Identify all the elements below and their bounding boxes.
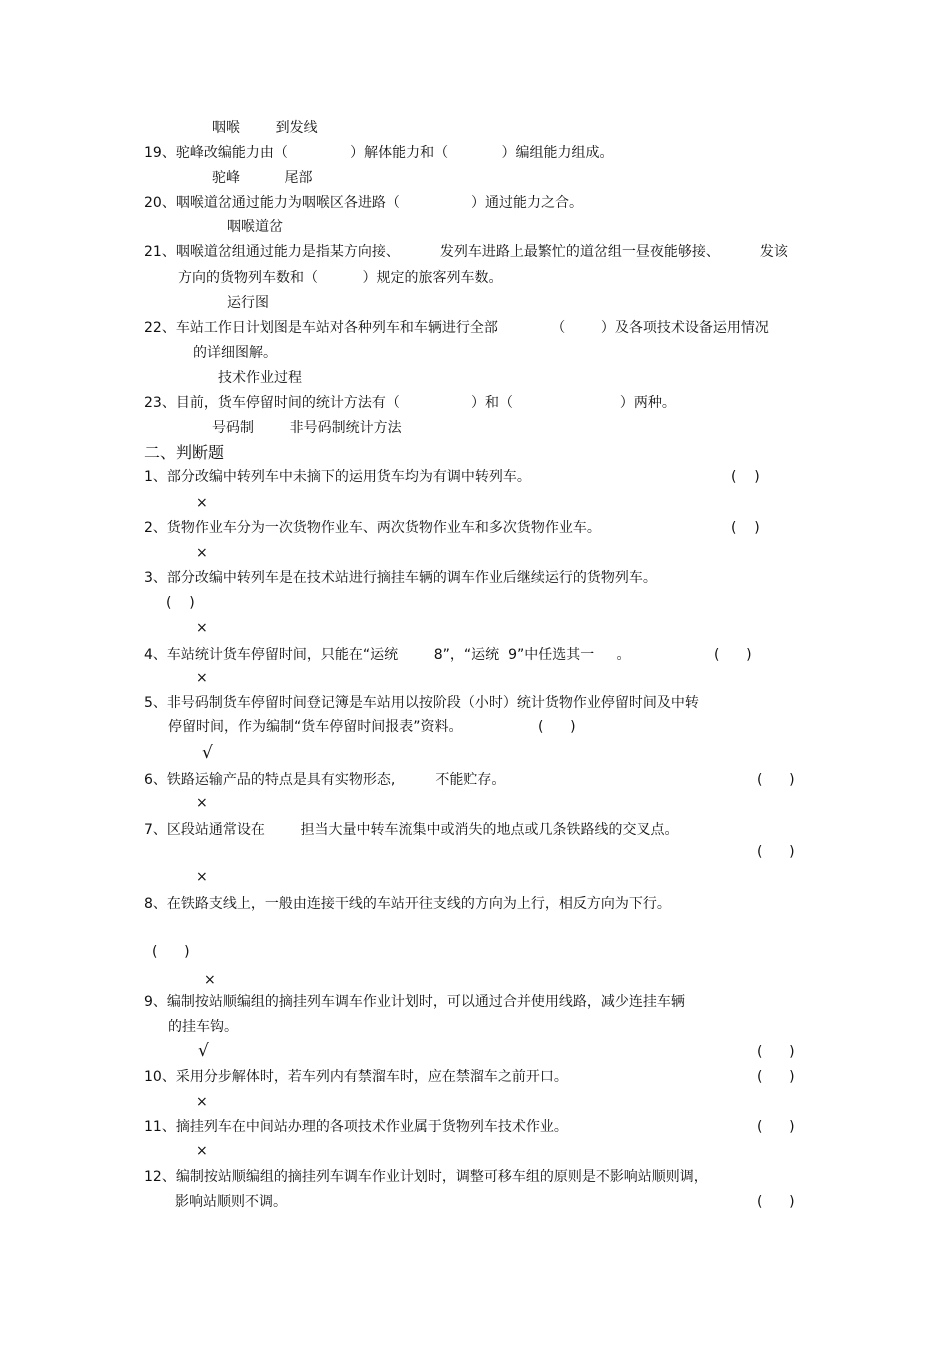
q18-answer: 咽喉 到发线: [212, 120, 318, 136]
judge-q1-answer: ×: [196, 495, 208, 511]
judge-q12-line2: 影响站顺则不调。: [175, 1194, 287, 1210]
question-19: 19、驼峰改编能力由（ ）解体能力和（ ）编组能力组成。: [144, 145, 614, 161]
judge-q8: 8、在铁路支线上，一般由连接干线的车站开往支线的方向为上行，相反方向为下行。: [144, 896, 671, 912]
judge-q10-paren: ( ): [757, 1069, 795, 1085]
judge-q7-answer: ×: [196, 869, 208, 885]
judge-q7: 7、区段站通常设在 担当大量中转车流集中或消失的地点或几条铁路线的交叉点。: [144, 822, 679, 838]
judge-q4: 4、车站统计货车停留时间，只能在“运统 8”，“运统 9”中任选其一 。: [144, 647, 631, 663]
judge-q2-answer: ×: [196, 545, 208, 561]
judge-q12-paren: ( ): [757, 1194, 795, 1210]
question-22-line1: 22、车站工作日计划图是车站对各种列车和车辆进行全部 （ ）及各项技术设备运用情况: [144, 320, 769, 336]
judge-q9-line2: 的挂车钩。: [168, 1019, 238, 1035]
judge-q8-answer: ×: [204, 972, 216, 988]
q20-answer: 咽喉道岔: [227, 219, 283, 235]
judge-q5-line1: 5、非号码制货车停留时间登记簿是车站用以按阶段（小时）统计货物作业停留时间及中转: [144, 695, 699, 711]
judge-q11: 11、摘挂列车在中间站办理的各项技术作业属于货物列车技术作业。: [144, 1119, 568, 1135]
judge-q3-answer: ×: [196, 620, 208, 636]
judge-q5-paren: ( ): [538, 719, 576, 735]
q19-answer: 驼峰 尾部: [212, 170, 313, 186]
judge-q6-paren: ( ): [757, 772, 795, 788]
judge-q9-answer: √: [198, 1041, 209, 1061]
judge-q3-paren: ( ): [166, 595, 195, 611]
judge-q6-answer: ×: [196, 795, 208, 811]
judge-q3: 3、部分改编中转列车是在技术站进行摘挂车辆的调车作业后继续运行的货物列车。: [144, 570, 657, 586]
question-21-line1: 21、咽喉道岔组通过能力是指某方向接、 发列车进路上最繁忙的道岔组一昼夜能够接、 发该: [144, 244, 788, 260]
judge-q2-paren: ( ): [731, 520, 760, 536]
question-20: 20、咽喉道岔通过能力为咽喉区各进路（ ）通过能力之合。: [144, 195, 584, 211]
judge-q4-answer: ×: [196, 670, 208, 686]
judge-q8-paren: ( ): [152, 944, 190, 960]
judge-q9-line1: 9、编制按站顺编组的摘挂列车调车作业计划时，可以通过合并使用线路，减少连挂车辆: [144, 994, 685, 1010]
judge-q5-answer: √: [202, 743, 213, 763]
judge-q1: 1、部分改编中转列车中未摘下的运用货车均为有调中转列车。: [144, 469, 531, 485]
judge-q6: 6、铁路运输产品的特点是具有实物形态, 不能贮存。: [144, 772, 506, 788]
judge-q12-line1: 12、编制按站顺编组的摘挂列车调车作业计划时，调整可移车组的原则是不影响站顺则调，: [144, 1169, 708, 1185]
question-21-line2: 方向的货物列车数和（ ）规定的旅客列车数。: [178, 270, 503, 286]
judge-q7-paren: ( ): [757, 844, 795, 860]
q22-answer: 技术作业过程: [218, 370, 302, 386]
section-title: 二、判断题: [144, 443, 225, 462]
judge-q11-paren: ( ): [757, 1119, 795, 1135]
q23-answer: 号码制 非号码制统计方法: [212, 420, 402, 436]
judge-q4-paren: ( ): [714, 647, 752, 663]
judge-q2: 2、货物作业车分为一次货物作业车、两次货物作业车和多次货物作业车。: [144, 520, 601, 536]
judge-q10-answer: ×: [196, 1094, 208, 1110]
judge-q1-paren: ( ): [731, 469, 760, 485]
judge-q5-line2: 停留时间，作为编制“货车停留时间报表”资料。: [168, 719, 463, 735]
judge-q9-paren: ( ): [757, 1044, 795, 1060]
question-23: 23、目前，货车停留时间的统计方法有（ ）和（ ）两种。: [144, 395, 676, 411]
judge-q11-answer: ×: [196, 1143, 208, 1159]
judge-q10: 10、采用分步解体时，若车列内有禁溜车时，应在禁溜车之前开口。: [144, 1069, 568, 1085]
question-22-line2: 的详细图解。: [193, 345, 277, 361]
q21-answer: 运行图: [227, 295, 269, 311]
